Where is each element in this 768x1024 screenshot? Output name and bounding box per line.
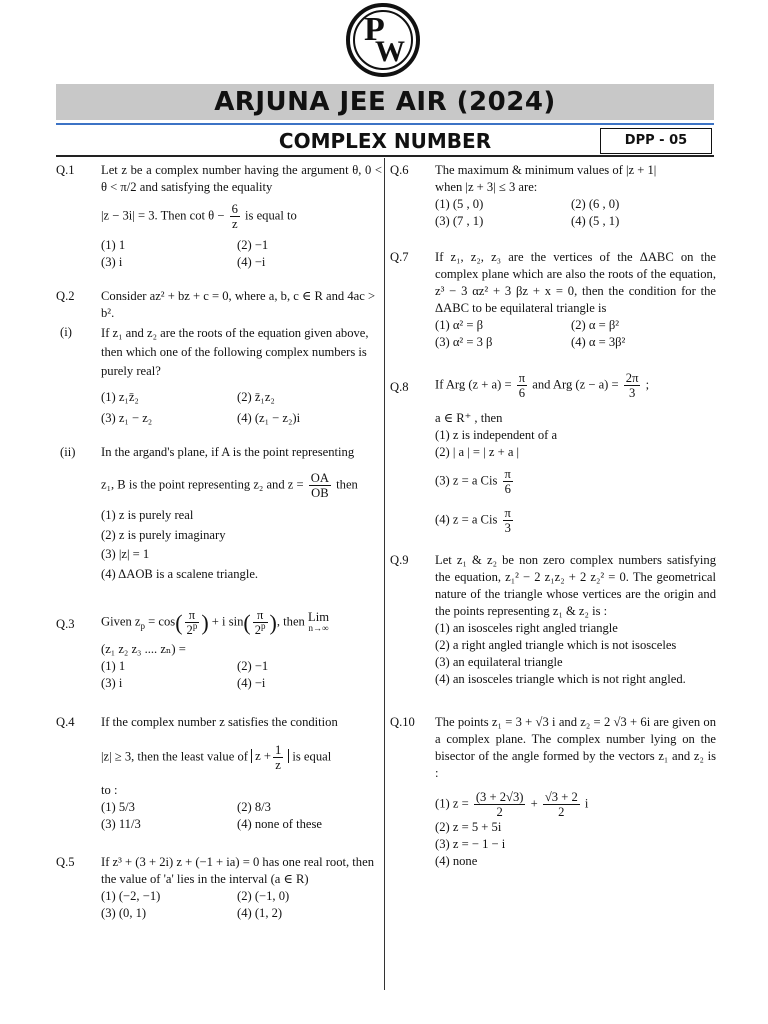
- option-2[interactable]: (2) −1: [237, 238, 269, 252]
- fraction: $\frac{6}{z}$: [231, 202, 238, 231]
- options: [101, 799, 382, 833]
- question-text: a ∈ R⁺ , then: [435, 411, 503, 425]
- question-text: Consider az² + bz + c = 0, where a, b, c ∈ R and 4ac > b².: [101, 289, 376, 320]
- option-3[interactable]: (3) z = a Cis $\frac{\pi}{6}$: [435, 467, 511, 496]
- question-number: Q.1: [56, 163, 75, 177]
- question-7: [390, 249, 716, 351]
- question-5: [56, 854, 382, 922]
- question-number: Q.6: [390, 163, 409, 177]
- option-3[interactable]: (3) i: [101, 255, 123, 269]
- option-4[interactable]: (4) −i: [237, 676, 266, 690]
- option-2[interactable]: (2) (−1, 0): [237, 889, 290, 903]
- part-number: (i): [60, 325, 72, 339]
- title-rule: [56, 123, 714, 125]
- option-3[interactable]: (3) (0, 1): [101, 906, 147, 920]
- option-4[interactable]: (4) −i: [237, 255, 266, 269]
- question-text: Let z₁ & z₂ be non zero complex numbers satisfying the equation, z₁² − 2 z₁z₂ + 2 z₂² = 0. The geometrical nature of the triangle whose vertices are the origin and the points representing z₁ & z₂ is :: [435, 553, 716, 618]
- option-3[interactable]: (3) an equilateral triangle: [435, 655, 563, 669]
- option-1[interactable]: (1) an isosceles right angled triangle: [435, 621, 618, 635]
- option-4[interactable]: (4) (5 , 1): [571, 214, 620, 228]
- question-number: Q.4: [56, 715, 75, 729]
- options: [101, 506, 382, 584]
- option-4[interactable]: (4) z = a Cis $\frac{\pi}{3}$: [435, 506, 511, 535]
- question-text: The maximum & minimum values of |z + 1|: [435, 163, 657, 177]
- part-number: (ii): [60, 445, 76, 459]
- options: [101, 888, 382, 922]
- question-number: Q.2: [56, 289, 75, 303]
- question-2-part-i: [56, 324, 382, 429]
- option-3[interactable]: (3) i: [101, 676, 123, 690]
- dpp-badge: DPP - 05: [600, 128, 712, 154]
- option-4[interactable]: (4) (z₁ − z₂)i: [237, 411, 301, 425]
- option-3[interactable]: (3) z = − 1 − i: [435, 837, 506, 851]
- question-text: If z₁, z₂, z₃ are the vertices of the ΔABC on the complex plane which are also the roots of the equation, z³ − 3 αz² + 3 βz + x = 0, then the condition for the ΔABC to be equilateral triangle is: [435, 250, 716, 315]
- question-text: (z₁ z₂ z₃ .... zₙ) =: [101, 642, 186, 656]
- question-text-line: If Arg (z + a) = $\frac{\pi}{6}$ and Arg (z − a) = $\frac{2\pi}{3}$ ;: [435, 371, 650, 400]
- option-2[interactable]: (2) z is purely imaginary: [101, 527, 226, 542]
- question-9: [390, 552, 716, 688]
- question-text: In the argand's plane, if A is the point representing: [101, 445, 355, 459]
- option-1[interactable]: (1) (5 , 0): [435, 197, 484, 211]
- option-1[interactable]: (1) z₁z̄₂: [101, 390, 139, 404]
- pw-logo: [346, 3, 420, 77]
- question-text: Let z be a complex number having the argument θ, 0 < θ < π/2 and satisfying the equality: [101, 163, 382, 194]
- option-4[interactable]: (4) none of these: [237, 817, 322, 831]
- option-1[interactable]: (1) 5/3: [101, 800, 135, 814]
- option-2[interactable]: (2) z̄₁z₂: [237, 390, 275, 404]
- topic-heading: COMPLEX NUMBER: [278, 129, 492, 153]
- question-text: to :: [101, 783, 118, 797]
- page-title: ARJUNA JEE AIR (2024): [56, 84, 714, 120]
- question-text: If the complex number z satisfies the condition: [101, 715, 338, 729]
- logo-letter-w: W: [375, 35, 405, 68]
- left-column: [56, 160, 382, 922]
- option-2[interactable]: (2) 8/3: [237, 800, 271, 814]
- option-4[interactable]: (4) ΔAOB is a scalene triangle.: [101, 566, 259, 581]
- question-text-line: |z − 3i| = 3. Then cot θ − $\frac{6}{z}$ is equal to: [101, 202, 297, 231]
- question-2: [56, 288, 382, 322]
- option-4[interactable]: (4) (1, 2): [237, 906, 283, 920]
- question-text-line: z₁, B is the point representing z₂ and z = $\frac{OA}{OB}$ then: [101, 471, 358, 500]
- option-1[interactable]: (1) (−2, −1): [101, 889, 161, 903]
- header-rule: [56, 155, 714, 157]
- option-2[interactable]: (2) | a | = | z + a |: [435, 445, 520, 459]
- question-10: [390, 714, 716, 870]
- option-2[interactable]: (2) z = 5 + 5i: [435, 820, 502, 834]
- question-text-line: Given $z_p = \cos$( $\frac{\pi}{2^p}$ ) + i sin( $\frac{\pi}{2^p}$ ), then Lim n→∞: [101, 608, 329, 637]
- option-1[interactable]: (1) z is purely real: [101, 508, 194, 522]
- options: [101, 658, 382, 692]
- option-1[interactable]: (1) z = $\frac{(3 + 2√3)}{2}$ + $\frac{√3 + 2}{2}$ i: [435, 790, 589, 819]
- option-2[interactable]: (2) α = β²: [571, 318, 620, 332]
- question-1: [56, 162, 382, 271]
- option-3[interactable]: (3) α² = 3 β: [435, 335, 493, 349]
- options: [101, 237, 382, 271]
- option-3[interactable]: (3) (7 , 1): [435, 214, 484, 228]
- option-2[interactable]: (2) (6 , 0): [571, 197, 620, 211]
- question-number: Q.10: [390, 715, 415, 729]
- logo-letter-p: P: [364, 11, 385, 48]
- question-number: Q.7: [390, 250, 409, 264]
- question-number: Q.3: [56, 617, 75, 631]
- question-3: [56, 608, 382, 692]
- option-2[interactable]: (2) a right angled triangle which is not isosceles: [435, 638, 677, 652]
- question-number: Q.5: [56, 855, 75, 869]
- question-text: The points z₁ = 3 + √3 i and z₂ = 2 √3 + 6i are given on a complex plane. The complex number lying on the bisector of the angle formed by the vectors z₁ and z₂ is :: [435, 715, 716, 780]
- question-6: [390, 162, 716, 230]
- option-1[interactable]: (1) z is independent of a: [435, 428, 558, 442]
- question-number: Q.8: [390, 380, 409, 394]
- options: [435, 317, 716, 351]
- right-column: [390, 160, 716, 870]
- question-2-part-ii: [56, 444, 382, 584]
- option-3[interactable]: (3) 11/3: [101, 817, 141, 831]
- option-4[interactable]: (4) none: [435, 854, 478, 868]
- question-4: [56, 714, 382, 833]
- option-2[interactable]: (2) −1: [237, 659, 269, 673]
- option-4[interactable]: (4) α = 3β²: [571, 335, 626, 349]
- option-1[interactable]: (1) 1: [101, 659, 126, 673]
- fraction: $\frac{OA}{OB}$: [310, 471, 329, 500]
- question-number: Q.9: [390, 553, 409, 567]
- question-text: If z³ + (3 + 2i) z + (−1 + ia) = 0 has one real root, then the value of 'a' lies in the interval (a ∈ R): [101, 855, 374, 886]
- question-text-line: |z| ≥ 3, then the least value of z + $\frac{1}{z}$ is equal: [101, 743, 332, 772]
- column-divider: [384, 158, 385, 990]
- option-1[interactable]: (1) 1: [101, 238, 126, 252]
- limit: Lim n→∞: [308, 609, 329, 633]
- question-8: [390, 371, 716, 535]
- options: [101, 387, 382, 429]
- option-4[interactable]: (4) an isosceles triangle which is not right angled.: [435, 672, 686, 686]
- options: [435, 196, 716, 230]
- option-1[interactable]: (1) α² = β: [435, 318, 484, 332]
- option-3[interactable]: (3) z₁ − z₂: [101, 411, 153, 425]
- question-text: If z₁ and z₂ are the roots of the equation given above, then which one of the following complex numbers is purely real?: [101, 326, 369, 378]
- option-3[interactable]: (3) |z| = 1: [101, 547, 150, 561]
- question-text: when |z + 3| ≤ 3 are:: [435, 180, 538, 194]
